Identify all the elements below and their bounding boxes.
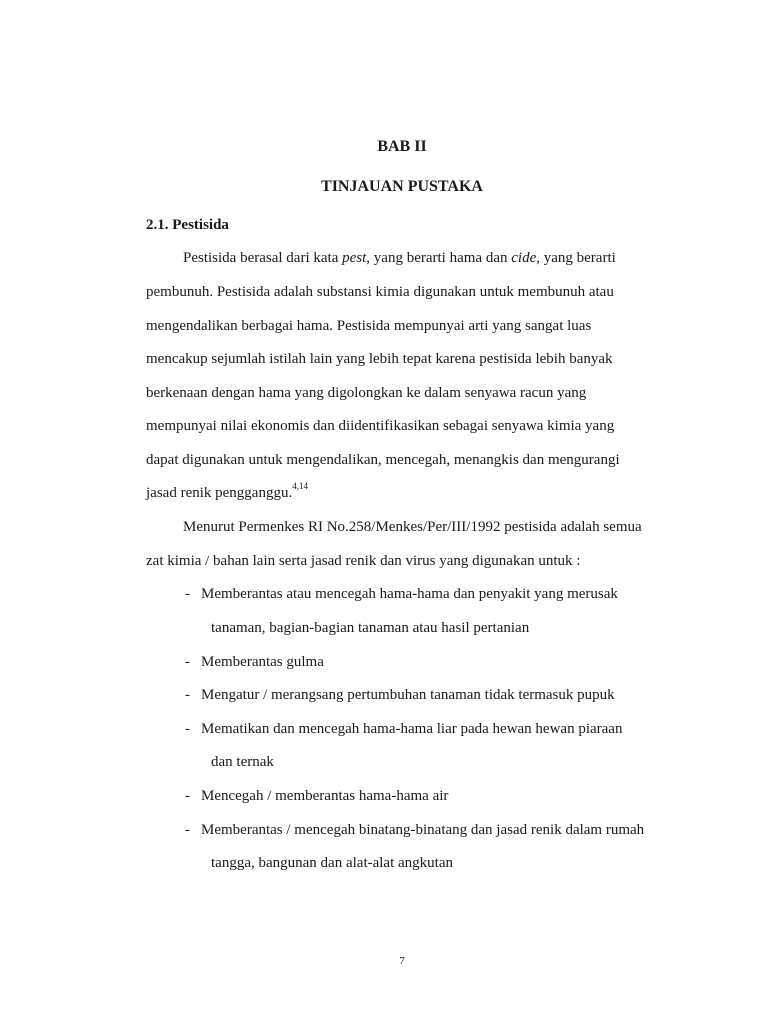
chapter-title: TINJAUAN PUSTAKA [321, 178, 483, 195]
list-item-continuation: tanaman, bagian-bagian tanaman atau hasil pertanian [211, 620, 530, 636]
text-run: , yang berarti hama dan [366, 250, 512, 266]
list-item [185, 721, 622, 738]
paragraph-1-line-2: pembunuh. Pestisida adalah substansi kimia digunakan untuk membunuh atau [146, 284, 614, 300]
italic-term-cide: cide [511, 250, 537, 266]
list-item [185, 687, 615, 704]
paragraph-1-line-7: dapat digunakan untuk mengendalikan, mencegah, menangkis dan mengurangi [146, 452, 620, 468]
list-item [185, 822, 644, 839]
list-item-continuation: tangga, bangunan dan alat-alat angkutan [211, 855, 453, 871]
text-run: Pestisida berasal dari kata [183, 250, 343, 266]
list-item-text: Mengatur / merangsang pertumbuhan tanaman tidak termasuk pupuk [201, 687, 615, 703]
text-run: jasad renik pengganggu. [146, 485, 293, 501]
list-item [185, 788, 448, 805]
page-number: 7 [399, 955, 405, 967]
paragraph-1-line-4: mencakup sejumlah istilah lain yang lebih tepat karena pestisida lebih banyak [146, 351, 613, 367]
list-dash: - [185, 788, 190, 804]
text-run: , yang berarti [536, 250, 616, 266]
list-item-text: Mematikan dan mencegah hama-hama liar pada hewan hewan piaraan [201, 721, 623, 737]
chapter-number: BAB II [377, 138, 427, 155]
list-item-text: Memberantas / mencegah binatang-binatang dan jasad renik dalam rumah [201, 822, 645, 838]
list-item-continuation: dan ternak [211, 754, 274, 770]
list-dash: - [185, 654, 190, 670]
paragraph-1-line-8 [146, 481, 308, 502]
paragraph-1-line-1 [183, 250, 616, 267]
list-item-text: Memberantas atau mencegah hama-hama dan penyakit yang merusak [201, 586, 618, 602]
paragraph-1-line-6: mempunyai nilai ekonomis dan diidentifikasikan sebagai senyawa kimia yang [146, 418, 615, 434]
list-dash: - [185, 721, 190, 737]
list-item-text: Mencegah / memberantas hama-hama air [201, 788, 449, 804]
list-dash: - [185, 586, 190, 602]
citation-superscript: 4,14 [292, 481, 308, 491]
paragraph-2-line-1: Menurut Permenkes RI No.258/Menkes/Per/III/1992 pestisida adalah semua [183, 519, 642, 535]
italic-term-pest: pest [342, 250, 367, 266]
paragraph-2-line-2: zat kimia / bahan lain serta jasad renik dan virus yang digunakan untuk : [146, 553, 581, 569]
section-heading: 2.1. Pestisida [146, 217, 229, 233]
list-item-text: Memberantas gulma [201, 654, 324, 670]
list-item [185, 586, 618, 603]
paragraph-1-line-5: berkenaan dengan hama yang digolongkan ke dalam senyawa racun yang [146, 385, 587, 401]
list-item [185, 654, 324, 671]
list-dash: - [185, 822, 190, 838]
list-dash: - [185, 687, 190, 703]
paragraph-1-line-3: mengendalikan berbagai hama. Pestisida mempunyai arti yang sangat luas [146, 318, 592, 334]
